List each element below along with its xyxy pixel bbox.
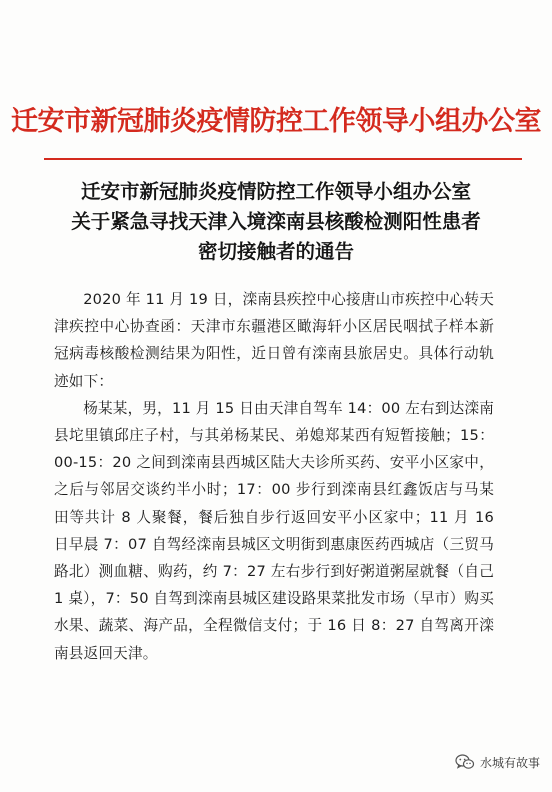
notice-title-line-2: 关于紧急寻找天津入境滦南县核酸检测阳性患者 — [71, 210, 481, 233]
watermark-label: 水城有故事 — [479, 755, 540, 770]
letterhead-title: 迁安市新冠肺炎疫情防控工作领导小组办公室 — [11, 106, 541, 137]
wechat-icon — [455, 754, 475, 770]
source-watermark — [455, 752, 540, 772]
body-paragraph-itinerary: 杨某某，男，11 月 15 日由天津自驾车 14：00 左右到达滦南县坨里镇邱庄子村，与其弟杨某民、弟媳郑某西有短暂接触；15：00-15：20 之间到滦南县西城区陆大夫诊所买药、安平小区家中，之后与邻居交谈约半小时；17：00 步行到滦南县红鑫饭店与马某田等共计 8 人聚餐，餐后独自步行返回安平小区家中；11 月 16 日早晨 7：07 自驾经滦南县城区文明街到惠康医药西城店（三贸马路北）测血糖、购药，约 7：27 左右步行到好粥道粥屋就餐（自己 1 桌），7：50 自驾到滦南县城区建设路果菜批发市场（早市）购买水果、蔬菜、海产品，全程微信支付；于 16 日 8：27 自驾离开滦南县返回天津。 — [54, 399, 494, 662]
notice-body — [54, 286, 494, 667]
body-paragraph-intro: 2020 年 11 月 19 日，滦南县疾控中心接唐山市疾控中心转天津疾控中心协查函：天津市东疆港区瞰海轩小区居民咽拭子样本新冠病毒核酸检测结果为阳性，近日曾有滦南县旅居史。具体行动轨迹如下： — [54, 291, 494, 390]
notice-title-line-1: 迁安市新冠肺炎疫情防控工作领导小组办公室 — [80, 180, 471, 203]
letterhead-divider — [44, 158, 522, 160]
notice-title — [0, 177, 552, 267]
notice-title-line-3: 密切接触者的通告 — [197, 240, 354, 263]
